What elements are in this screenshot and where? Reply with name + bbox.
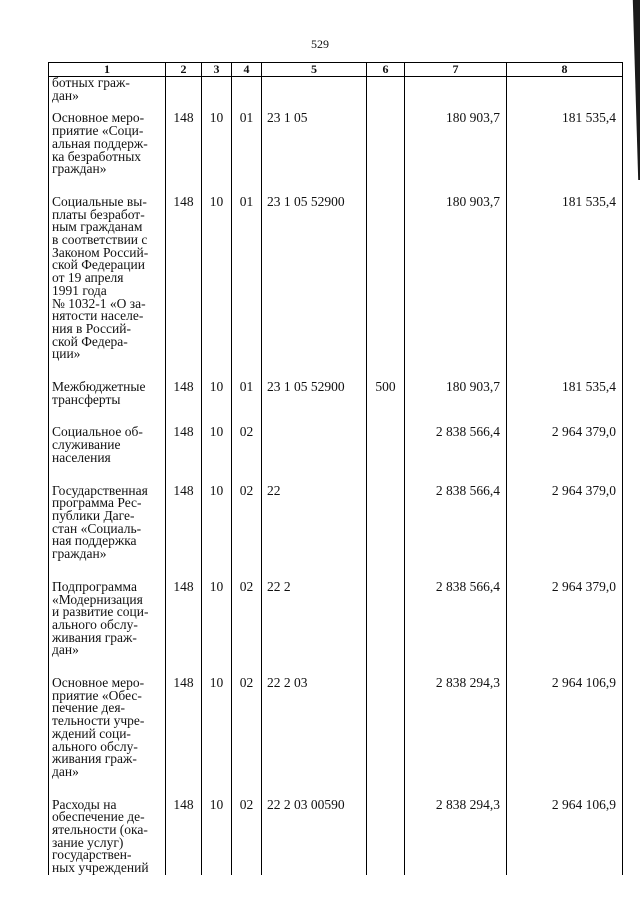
ministry-code-cell: 148 — [166, 381, 202, 426]
amount-year1-cell: 2 838 566,4 — [405, 426, 507, 484]
row-name-text: Социальные вы- платы безработ- ным гражданам в соответствии с Законом Россий- ской Федерации от 19 апреля 1991 года № 1032-1 «О за- нятости населе- ния в Россий- ской Федера- ции» — [52, 193, 149, 362]
subsection-code-cell: 02 — [232, 581, 262, 677]
ministry-code-cell: 148 — [166, 196, 202, 381]
section-code-cell: 10 — [202, 677, 232, 799]
table-row — [49, 112, 623, 196]
target-article-cell — [262, 77, 367, 113]
ministry-code-cell: 148 — [166, 677, 202, 799]
subsection-code-cell — [232, 77, 262, 113]
ministry-code-cell: 148 — [166, 426, 202, 484]
section-code-cell: 10 — [202, 799, 232, 875]
row-name-text: ботных граж- дан» — [52, 75, 130, 103]
ministry-code-cell: 148 — [166, 112, 202, 196]
amount-year1-cell: 180 903,7 — [405, 381, 507, 426]
row-name-cell — [49, 677, 166, 799]
table-header-row — [49, 63, 623, 77]
amount-year1-cell: 180 903,7 — [405, 112, 507, 196]
section-code-cell: 10 — [202, 581, 232, 677]
column-header: 5 — [262, 63, 367, 77]
column-header: 7 — [405, 63, 507, 77]
section-code-cell: 10 — [202, 196, 232, 381]
expense-type-cell — [367, 677, 405, 799]
amount-year1-cell: 2 838 566,4 — [405, 485, 507, 581]
target-article-cell — [262, 426, 367, 484]
row-name-text: Межбюджетные трансферты — [52, 379, 146, 407]
table-row — [49, 581, 623, 677]
amount-year1-cell: 2 838 566,4 — [405, 581, 507, 677]
expense-type-cell — [367, 581, 405, 677]
column-header: 8 — [507, 63, 623, 77]
expense-type-cell — [367, 426, 405, 484]
target-article-cell: 22 2 03 00590 — [262, 799, 367, 875]
scan-edge-mark — [628, 0, 640, 180]
table-row — [49, 77, 623, 113]
row-name-cell — [49, 193, 166, 381]
amount-year1-cell: 180 903,7 — [405, 196, 507, 381]
expense-type-cell: 500 — [367, 381, 405, 426]
amount-year2-cell: 181 535,4 — [507, 196, 623, 381]
ministry-code-cell: 148 — [166, 485, 202, 581]
section-code-cell: 10 — [202, 112, 232, 196]
page-number: 529 — [311, 37, 329, 51]
ministry-code-cell — [166, 77, 202, 113]
target-article-cell: 23 1 05 — [262, 112, 367, 196]
row-name-cell — [49, 112, 166, 196]
column-header: 3 — [202, 63, 232, 77]
budget-table — [48, 62, 623, 875]
row-name-text: Государственная программа Рес- публики Даге- стан «Социаль- ная поддержка граждан» — [52, 482, 148, 562]
table-row — [49, 196, 623, 381]
amount-year2-cell: 2 964 106,9 — [507, 799, 623, 875]
row-name-text: Основное меро- приятие «Обес- печение дея- тельности учре- ждений соци- ального обслу- живания граж- дан» — [52, 675, 145, 779]
table-row — [49, 381, 623, 426]
expense-type-cell — [367, 196, 405, 381]
row-name-cell — [49, 381, 166, 426]
amount-year2-cell: 2 964 106,9 — [507, 677, 623, 799]
section-code-cell: 10 — [202, 381, 232, 426]
subsection-code-cell: 02 — [232, 677, 262, 799]
row-name-cell — [49, 796, 166, 876]
subsection-code-cell: 01 — [232, 112, 262, 196]
row-name-text: Расходы на обеспечение де- ятельности (ока- зание услуг) государствен- ных учреждений — [52, 796, 149, 876]
table-row — [49, 677, 623, 799]
subsection-code-cell: 02 — [232, 426, 262, 484]
amount-year1-cell: 2 838 294,3 — [405, 677, 507, 799]
target-article-cell: 22 2 03 — [262, 677, 367, 799]
column-header: 2 — [166, 63, 202, 77]
column-header: 6 — [367, 63, 405, 77]
row-name-text: Подпрограмма «Модернизация и развитие соци- ального обслу- живания граж- дан» — [52, 578, 149, 658]
target-article-cell: 22 2 — [262, 581, 367, 677]
row-name-text: Основное меро- приятие «Соци- альная поддерж- ка безработных граждан» — [52, 110, 148, 177]
subsection-code-cell: 02 — [232, 485, 262, 581]
column-header: 4 — [232, 63, 262, 77]
section-code-cell: 10 — [202, 426, 232, 484]
table-row — [49, 426, 623, 484]
table-row — [49, 799, 623, 875]
target-article-cell: 23 1 05 52900 — [262, 196, 367, 381]
column-header: 1 — [49, 63, 166, 77]
expense-type-cell — [367, 77, 405, 113]
section-code-cell: 10 — [202, 485, 232, 581]
subsection-code-cell: 01 — [232, 196, 262, 381]
row-name-cell — [49, 426, 166, 484]
expense-type-cell — [367, 799, 405, 875]
amount-year2-cell: 181 535,4 — [507, 381, 623, 426]
expense-type-cell — [367, 485, 405, 581]
amount-year1-cell: 2 838 294,3 — [405, 799, 507, 875]
amount-year2-cell: 181 535,4 — [507, 112, 623, 196]
subsection-code-cell: 02 — [232, 799, 262, 875]
row-name-cell — [49, 77, 166, 113]
target-article-cell: 22 — [262, 485, 367, 581]
ministry-code-cell: 148 — [166, 581, 202, 677]
row-name-text: Социальное об- служивание населения — [52, 424, 143, 465]
amount-year2-cell: 2 964 379,0 — [507, 485, 623, 581]
amount-year2-cell: 2 964 379,0 — [507, 581, 623, 677]
expense-type-cell — [367, 112, 405, 196]
target-article-cell: 23 1 05 52900 — [262, 381, 367, 426]
subsection-code-cell: 01 — [232, 381, 262, 426]
row-name-cell — [49, 482, 166, 581]
section-code-cell — [202, 77, 232, 113]
ministry-code-cell: 148 — [166, 799, 202, 875]
row-name-cell — [49, 578, 166, 677]
amount-year2-cell: 2 964 379,0 — [507, 426, 623, 484]
amount-year1-cell — [405, 77, 507, 113]
amount-year2-cell — [507, 77, 623, 113]
table-body — [49, 77, 623, 875]
table-row — [49, 485, 623, 581]
